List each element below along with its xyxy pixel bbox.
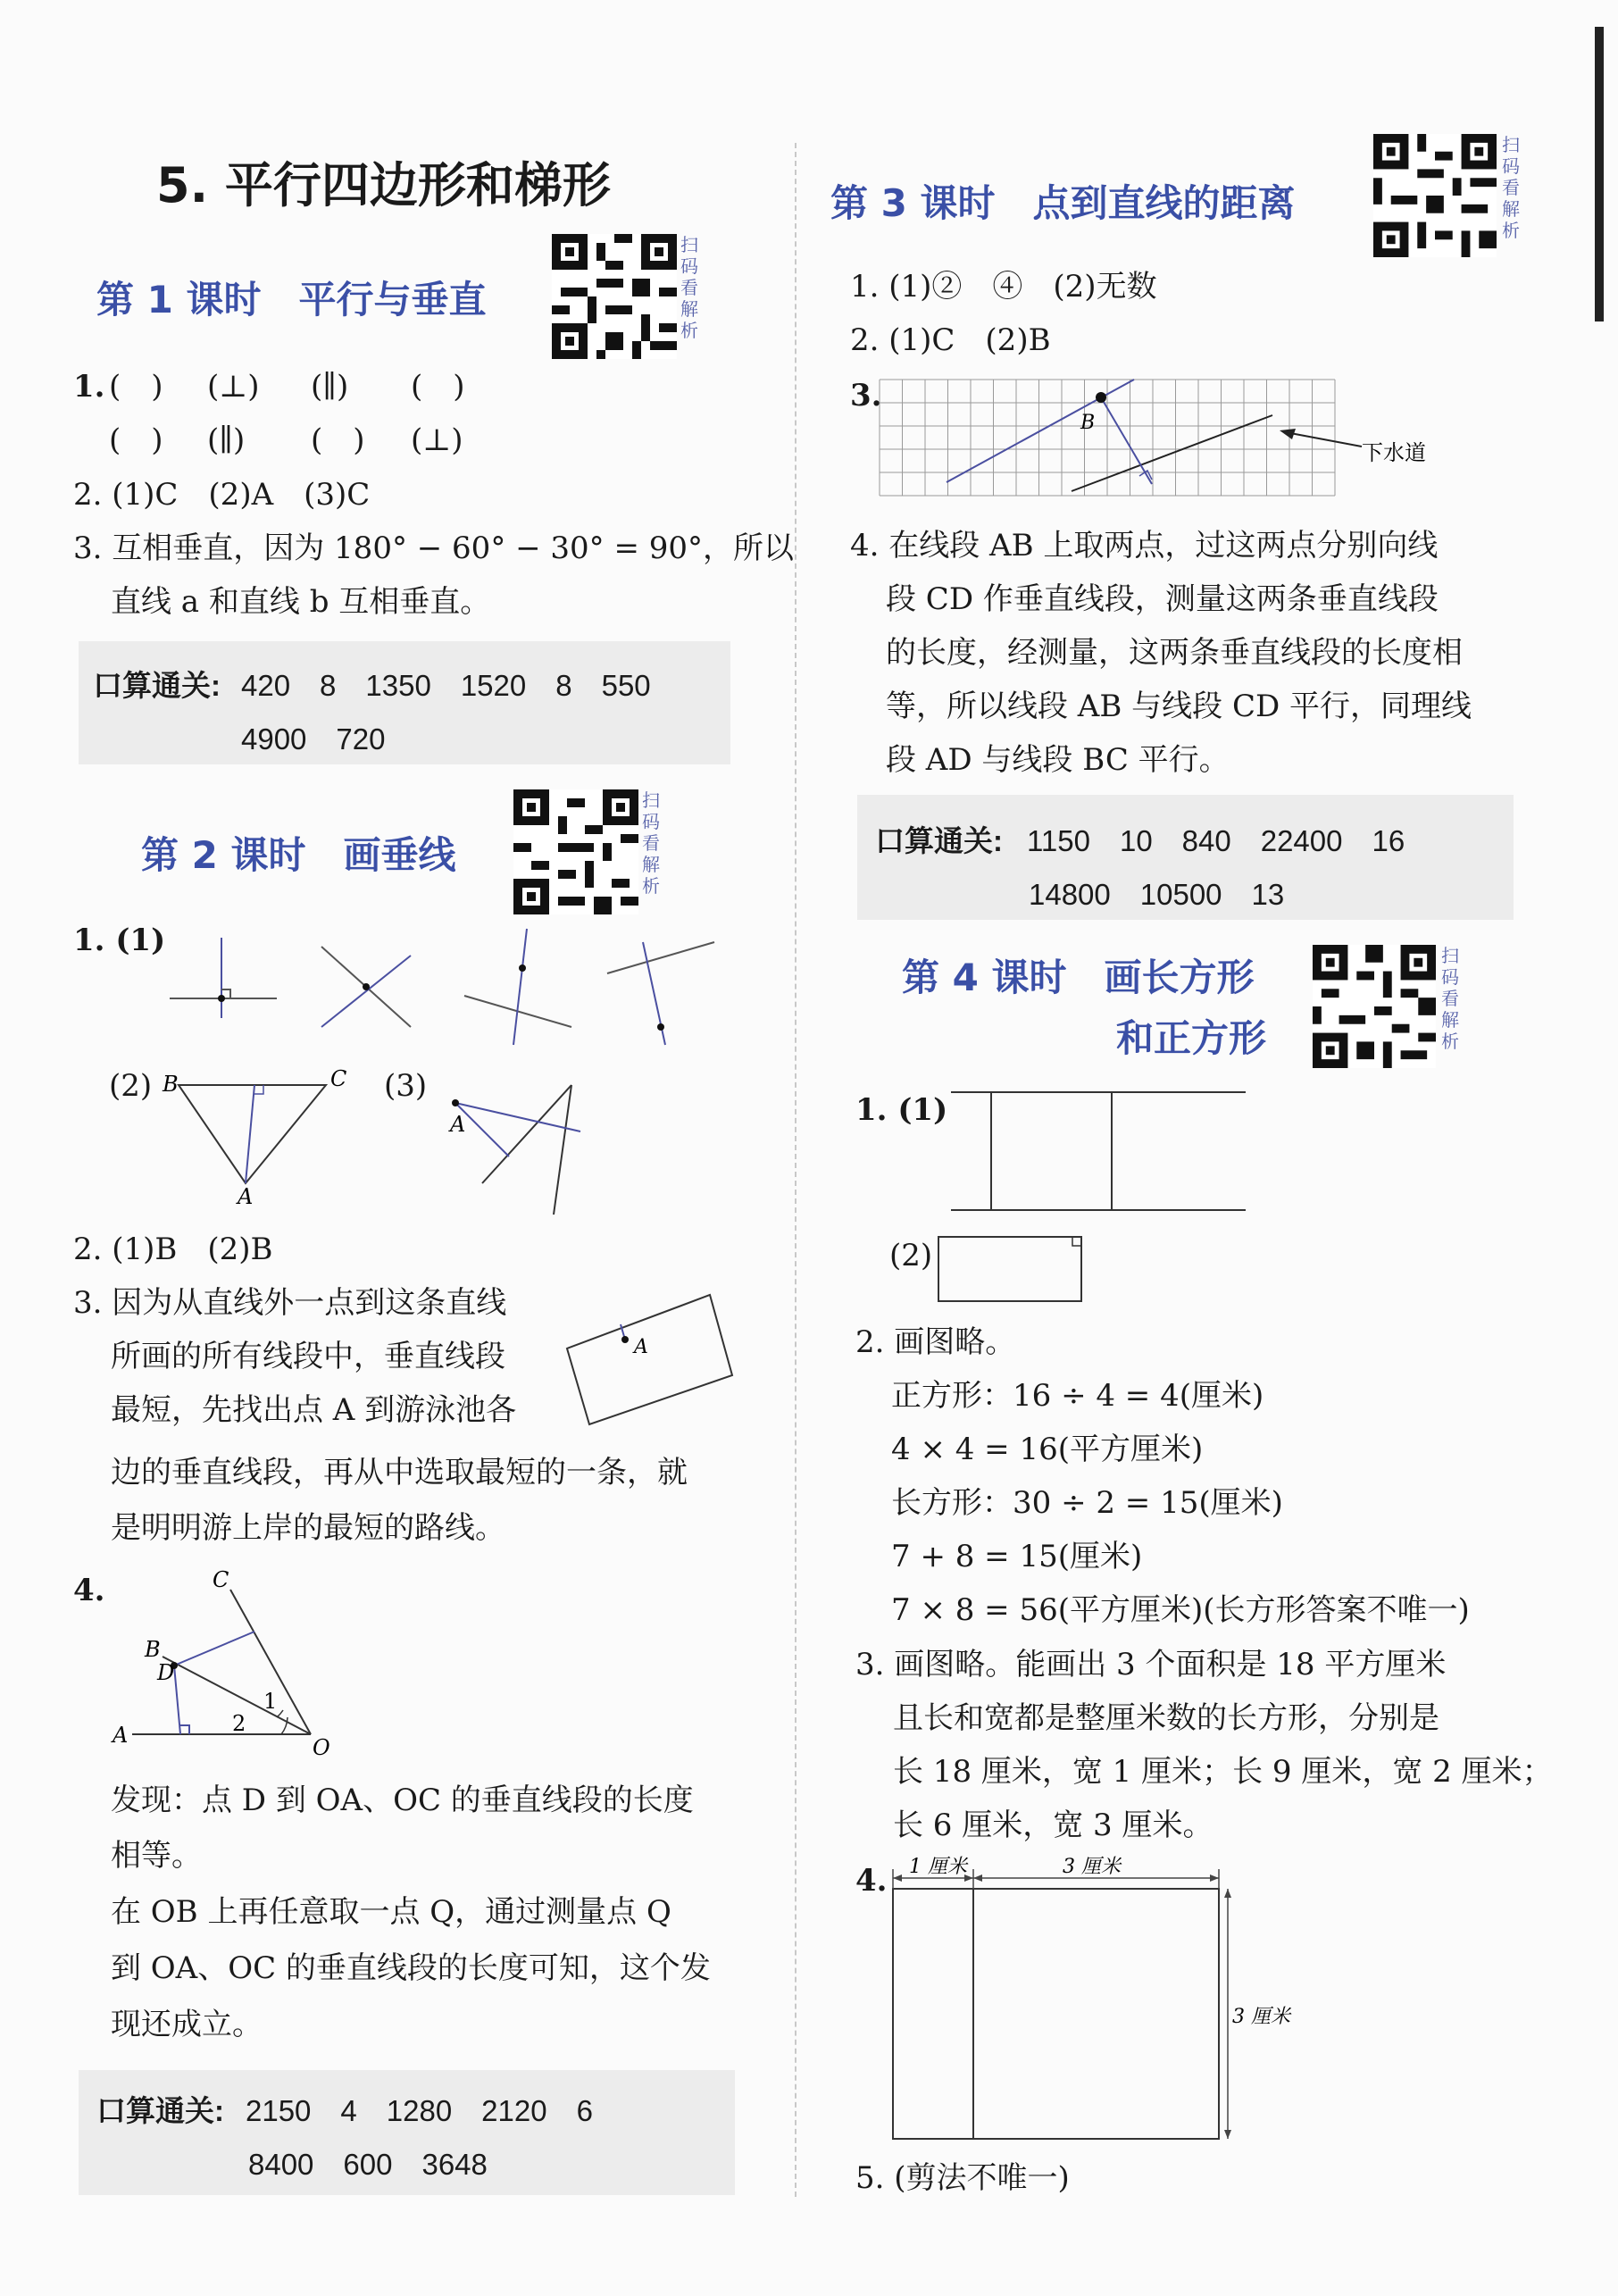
lesson4-title-line1: 第 4 课时 画长方形: [902, 956, 1255, 999]
qr-code-icon: [513, 789, 638, 914]
l3-q1: 1. (1)② ④ (2)无数: [850, 269, 1157, 305]
qr-label: 扫码看解析: [680, 234, 698, 341]
l3-q4-line3: 的长度，经测量，这两条垂直线段的长度相: [886, 635, 1463, 671]
l2-q4-line1: 发现：点 D 到 OA、OC 的垂直线段的长度: [111, 1783, 694, 1818]
l3-q4-line4: 等，所以线段 AB 与线段 CD 平行，同理线: [886, 689, 1472, 724]
angle-label-o: O: [313, 1735, 330, 1760]
angle-label-a: A: [113, 1723, 129, 1748]
lesson4-title-line2: 和正方形: [1116, 1016, 1267, 1060]
l1-q1-h: (⊥): [411, 422, 463, 458]
l1-q1-a: ( ): [109, 369, 163, 405]
grid-label-pipe: 下水道: [1362, 440, 1426, 465]
qr-code-icon: [1373, 134, 1497, 257]
chapter-title: 5. 平行四边形和梯形: [156, 157, 611, 213]
l1-kousuan-row1: 420 8 1350 1520 8 550: [241, 669, 651, 702]
angle-label-2: 2: [232, 1711, 246, 1736]
l2-angle-drawing: [429, 1067, 607, 1228]
qr-label: 扫码看解析: [642, 789, 660, 897]
l2-q4-line3: 在 OB 上再任意取一点 Q，通过测量点 Q: [111, 1894, 671, 1930]
l3-grid-drawing: [880, 375, 1451, 509]
l4-q2-line2: 正方形：16 ÷ 4 = 4(厘米): [891, 1378, 1264, 1414]
angle-label-c: C: [213, 1567, 229, 1592]
l1-q1-d: ( ): [411, 369, 465, 405]
l2-kousuan-row1: 2150 4 1280 2120 6: [246, 2094, 593, 2127]
l1-q1-c: (∥): [311, 369, 349, 405]
qr-label: 扫码看解析: [1502, 134, 1520, 241]
lesson2-title: 第 2 课时 画垂线: [141, 833, 456, 877]
l2-pool-drawing: [563, 1290, 741, 1433]
lesson3-title: 第 3 课时 点到直线的距离: [830, 181, 1296, 225]
tri-label-b: B: [163, 1072, 179, 1097]
l3-q3-num: 3.: [850, 378, 882, 413]
l4-q5: 5. (剪法不唯一): [855, 2160, 1070, 2196]
l2-q1-3-label: (3): [384, 1068, 428, 1104]
dim-3cm-side: 3 厘米: [1232, 2006, 1290, 2028]
l3-kousuan-row1: 1150 10 840 22400 16: [1027, 824, 1405, 857]
l1-kousuan-label: 口算通关:: [93, 669, 221, 702]
l1-q3-line2: 直线 a 和直线 b 互相垂直。: [111, 584, 491, 620]
l2-angle-bisector-drawing: [107, 1567, 339, 1759]
qr-code-icon: [552, 234, 677, 359]
l3-q4-line2: 段 CD 作垂直线段，测量这两条垂直线段: [886, 581, 1439, 617]
l4-q3-line4: 长 6 厘米，宽 3 厘米。: [893, 1808, 1214, 1843]
l2-q1-perpendicular-drawings: [161, 920, 732, 1054]
l1-q3-line1: 3. 互相垂直，因为 180° − 60° − 30° = 90°，所以: [73, 530, 795, 566]
l2-q3-line5: 是明明游上岸的最短的路线。: [111, 1510, 505, 1546]
l1-kousuan-row2: 4900 720: [241, 722, 386, 756]
l2-kousuan-row2: 8400 600 3648: [248, 2148, 488, 2181]
l2-q3-line4: 边的垂直线段，再从中选取最短的一条，就: [111, 1455, 688, 1490]
l4-q3-line1: 3. 画图略。能画出 3 个面积是 18 平方厘米: [855, 1647, 1447, 1682]
l2-q3-line1: 3. 因为从直线外一点到这条直线: [73, 1285, 507, 1321]
l2-q2: 2. (1)B (2)B: [73, 1231, 273, 1267]
l4-q1-rectangle-drawing: [947, 1085, 1250, 1219]
l3-kousuan-row2: 14800 10500 13: [1029, 878, 1285, 911]
l1-q1-g: ( ): [311, 422, 365, 458]
l4-q2-line1: 2. 画图略。: [855, 1324, 1016, 1360]
l4-q2-line6: 7 × 8 = 56(平方厘米)(长方形答案不唯一): [891, 1592, 1470, 1628]
l4-q1-2-rectangle-drawing: [936, 1234, 1088, 1306]
qr-label: 扫码看解析: [1441, 945, 1459, 1052]
l2-q4-line5: 现还成立。: [111, 2007, 263, 2042]
l2-q4-num: 4.: [73, 1573, 105, 1608]
l4-q2-line4: 长方形：30 ÷ 2 = 15(厘米): [891, 1485, 1283, 1521]
l3-q4-line5: 段 AD 与线段 BC 平行。: [886, 742, 1230, 778]
tri-label-c: C: [330, 1066, 347, 1091]
lesson1-title: 第 1 课时 平行与垂直: [96, 278, 487, 321]
l1-q1-num: 1.: [73, 369, 105, 405]
l1-q2: 2. (1)C (2)A (3)C: [73, 477, 371, 513]
column-divider: [795, 143, 797, 2197]
tri-label-a: A: [238, 1184, 254, 1209]
l4-q3-line3: 长 18 厘米，宽 1 厘米；长 9 厘米，宽 2 厘米；: [893, 1754, 1553, 1790]
l2-q4-line2: 相等。: [111, 1838, 202, 1874]
l4-q4-dimensioned-rectangle: [884, 1853, 1313, 2148]
page-edge-strip: [1595, 27, 1604, 321]
angle-label-1: 1: [263, 1689, 278, 1714]
angle-label-b: B: [145, 1637, 161, 1662]
l4-q2-line5: 7 + 8 = 15(厘米): [891, 1539, 1143, 1574]
dim-1cm: 1 厘米: [909, 1856, 967, 1878]
l2-kousuan-label: 口算通关:: [96, 2094, 224, 2127]
l2-q1-label: 1. (1): [73, 923, 166, 958]
l3-q2: 2. (1)C (2)B: [850, 322, 1051, 358]
qr-code-icon: [1313, 945, 1436, 1068]
l3-q4-line1: 4. 在线段 AB 上取两点，过这两点分别向线: [850, 528, 1439, 564]
l2-q1-2-label: (2): [109, 1068, 153, 1104]
angle3-label-a: A: [450, 1112, 466, 1137]
l4-q4-num: 4.: [855, 1863, 888, 1899]
l2-q3-line3: 最短，先找出点 A 到游泳池各: [111, 1392, 517, 1428]
l3-kousuan-label: 口算通关:: [875, 824, 1003, 857]
l4-q1-label: 1. (1): [855, 1092, 948, 1128]
l2-q3-line2: 所画的所有线段中，垂直线段: [111, 1339, 505, 1374]
l4-q1-2-label: (2): [889, 1238, 933, 1273]
pool-label-a: A: [634, 1336, 648, 1358]
dim-3cm-top: 3 厘米: [1063, 1856, 1121, 1878]
l1-q1-e: ( ): [109, 422, 163, 458]
l2-q4-line4: 到 OA、OC 的垂直线段的长度可知，这个发: [111, 1950, 711, 1986]
l4-q3-line2: 且长和宽都是整厘米数的长方形，分别是: [893, 1700, 1439, 1736]
l4-q2-line3: 4 × 4 = 16(平方厘米): [891, 1432, 1204, 1467]
angle-label-d: D: [157, 1660, 175, 1685]
l2-triangle-drawing: [163, 1063, 357, 1209]
grid-label-b: B: [1080, 412, 1096, 434]
l1-q1-f: (∥): [207, 422, 246, 458]
l1-q1-b: (⊥): [207, 369, 260, 405]
